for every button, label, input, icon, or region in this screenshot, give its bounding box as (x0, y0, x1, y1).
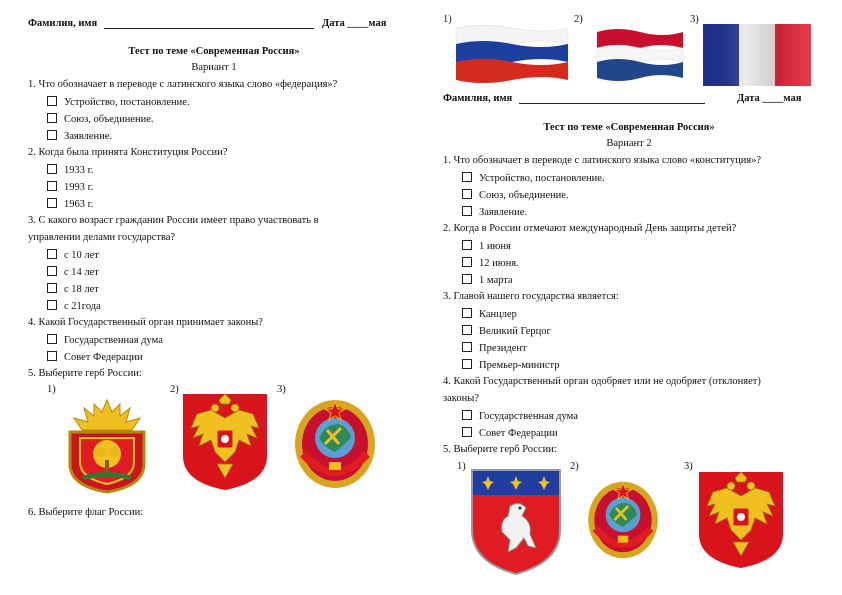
right-q2-option[interactable]: 1 июня (462, 240, 511, 252)
left-name-line (104, 18, 314, 29)
france-flag-icon[interactable] (703, 24, 811, 86)
right-q3-option[interactable]: Премьер-министр (462, 359, 559, 371)
flag-label-1: 1) (443, 14, 452, 25)
left-q2: 2. Когда была принята Конституция России? (28, 147, 228, 158)
checkbox[interactable] (462, 359, 472, 369)
right-q3: 3. Главой нашего государства является: (443, 291, 619, 302)
right-q5: 5. Выберите герб России: (443, 444, 557, 455)
left-q1-option[interactable]: Союз, объединение. (47, 113, 154, 125)
checkbox[interactable] (462, 410, 472, 420)
lyon-coat-of-arms-icon[interactable] (470, 468, 562, 576)
left-q1-option[interactable]: Заявление. (47, 130, 112, 142)
left-q1-option[interactable]: Устройство, постановление. (47, 96, 190, 108)
right-q1: 1. Что обозначает в переводе с латинского языка слово «конституция»? (443, 155, 762, 166)
checkbox[interactable] (462, 206, 472, 216)
right-q1-option[interactable]: Устройство, постановление. (462, 172, 605, 184)
right-name-line (519, 93, 705, 104)
right-q4-option[interactable]: Государственная дума (462, 410, 578, 422)
checkbox[interactable] (47, 164, 57, 174)
left-q3-option[interactable]: с 10 лет (47, 249, 99, 261)
checkbox[interactable] (47, 249, 57, 259)
left-q3-option[interactable]: с 21года (47, 300, 101, 312)
right-coat-label-1: 1) (457, 461, 466, 472)
left-q6: 6. Выберите флаг России: (28, 507, 144, 518)
checkbox[interactable] (462, 172, 472, 182)
left-q4-option[interactable]: Совет Федерации (47, 351, 143, 363)
checkbox[interactable] (47, 96, 57, 106)
checkbox[interactable] (47, 300, 57, 310)
left-title: Тест по теме «Современная Россия» (128, 46, 300, 57)
lipetsk-coat-of-arms-icon[interactable] (60, 398, 154, 494)
right-q3-option[interactable]: Великий Герцог (462, 325, 551, 337)
russian-coat-of-arms-icon[interactable] (181, 392, 269, 492)
checkbox[interactable] (462, 240, 472, 250)
left-q2-option[interactable]: 1933 г. (47, 164, 93, 176)
left-q4: 4. Какой Государственный орган принимает законы? (28, 317, 263, 328)
russian-coat-of-arms-icon[interactable] (697, 466, 785, 574)
left-coat-label-2: 2) (170, 384, 179, 395)
left-q3-option[interactable]: с 14 лет (47, 266, 99, 278)
checkbox[interactable] (462, 325, 472, 335)
right-variant: Вариант 2 (606, 138, 652, 149)
left-q2-option[interactable]: 1963 г. (47, 198, 93, 210)
checkbox[interactable] (47, 351, 57, 361)
checkbox[interactable] (462, 427, 472, 437)
right-q4-option[interactable]: Совет Федерации (462, 427, 558, 439)
checkbox[interactable] (47, 181, 57, 191)
checkbox[interactable] (462, 189, 472, 199)
left-q3-option[interactable]: с 18 лет (47, 283, 99, 295)
checkbox[interactable] (462, 274, 472, 284)
right-q2-option[interactable]: 1 марта (462, 274, 513, 286)
left-q5: 5. Выберите герб России: (28, 368, 142, 379)
left-q1: 1. Что обозначает в переводе с латинского языка слово «федерация»? (28, 79, 338, 90)
left-coat-label-1: 1) (47, 384, 56, 395)
checkbox[interactable] (47, 283, 57, 293)
left-q3-line1: 3. С какого возраст гражданин России имеет право участвовать в (28, 215, 319, 226)
right-q1-option[interactable]: Заявление. (462, 206, 527, 218)
checkbox[interactable] (47, 266, 57, 276)
checkbox[interactable] (47, 130, 57, 140)
right-name-label: Фамилия, имя (443, 93, 705, 104)
flag-label-3: 3) (690, 14, 699, 25)
right-coat-label-3: 3) (684, 461, 693, 472)
netherlands-flag-icon[interactable] (595, 26, 685, 84)
right-q3-option[interactable]: Канцлер (462, 308, 517, 320)
right-q3-option[interactable]: Президент (462, 342, 527, 354)
left-variant: Вариант 1 (191, 62, 237, 73)
left-name-label: Фамилия, имя (28, 18, 314, 29)
right-q4-line2: законы? (443, 393, 479, 404)
checkbox[interactable] (47, 198, 57, 208)
left-q4-option[interactable]: Государственная дума (47, 334, 163, 346)
checkbox[interactable] (462, 257, 472, 267)
right-date-label: Дата ____мая (737, 93, 802, 104)
left-coat-label-3: 3) (277, 384, 286, 395)
checkbox[interactable] (47, 334, 57, 344)
left-q3-line2: управлении делами государства? (28, 232, 176, 243)
right-coat-label-2: 2) (570, 461, 579, 472)
left-q2-option[interactable]: 1993 г. (47, 181, 93, 193)
checkbox[interactable] (462, 342, 472, 352)
right-q2: 2. Когда в России отмечают международный День защиты детей? (443, 223, 737, 234)
russian-flag-icon[interactable] (452, 22, 572, 86)
right-q1-option[interactable]: Союз, объединение. (462, 189, 569, 201)
checkbox[interactable] (462, 308, 472, 318)
checkbox[interactable] (47, 113, 57, 123)
right-q2-option[interactable]: 12 июня. (462, 257, 519, 269)
right-q4-line1: 4. Какой Государственный орган одобряет или не одобряет (отклоняет) (443, 376, 761, 387)
left-date-label: Дата ____мая (322, 18, 387, 29)
flag-label-2: 2) (574, 14, 583, 25)
right-title: Тест по теме «Современная Россия» (543, 122, 715, 133)
ussr-coat-of-arms-icon[interactable] (583, 470, 663, 570)
ussr-coat-of-arms-icon[interactable] (289, 394, 381, 494)
